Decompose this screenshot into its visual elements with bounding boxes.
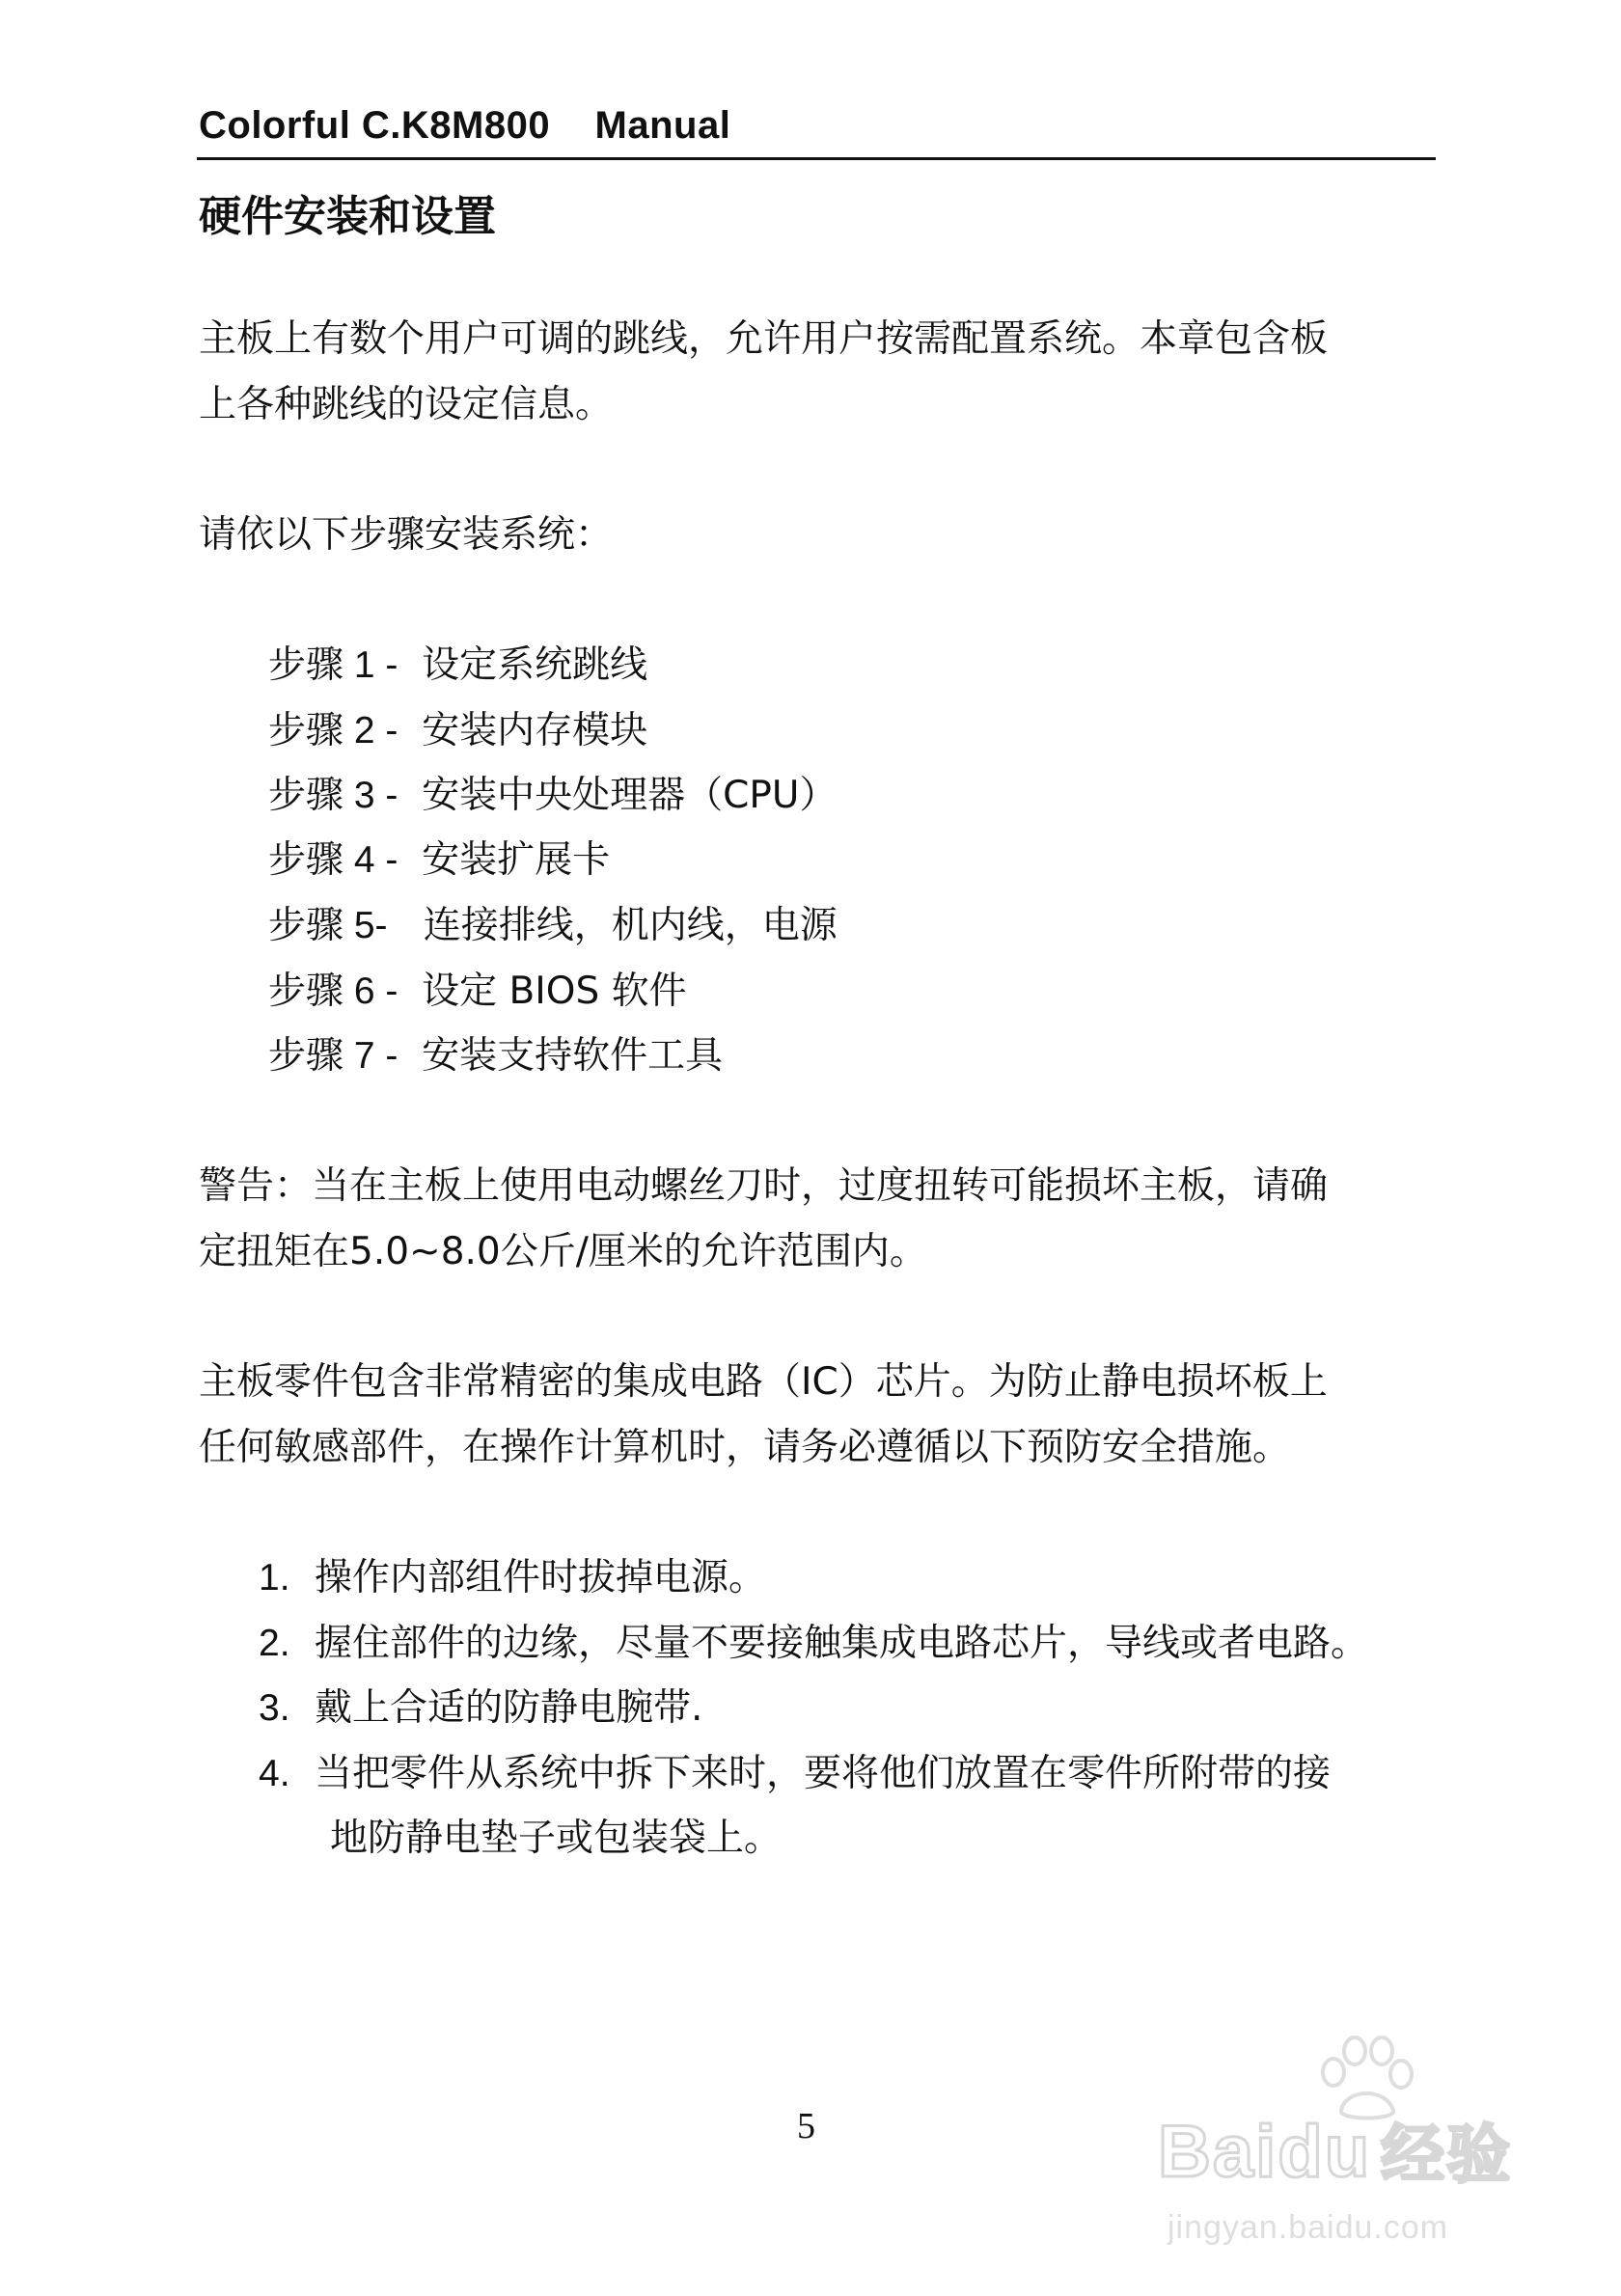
step-item xyxy=(268,633,647,698)
precaution-item-continuation: 地防静电垫子或包装袋上。 xyxy=(330,1817,783,1860)
precaution-number: 4. xyxy=(259,1753,290,1794)
precaution-number: 2. xyxy=(259,1623,290,1664)
step-item xyxy=(268,763,837,829)
step-label: 步骤 7 - xyxy=(268,1035,398,1077)
warning-line-2: 定扭矩在5.0~8.0公斤/厘米的允许范围内。 xyxy=(199,1230,927,1273)
step-text: 安装扩展卡 xyxy=(422,838,611,882)
precaution-text: 戴上合适的防静电腕带. xyxy=(315,1686,703,1730)
precaution-item xyxy=(259,1545,766,1611)
step-text: 连接排线，机内线，电源 xyxy=(411,904,838,947)
step-label: 步骤 2 - xyxy=(268,710,398,752)
precaution-text: 当把零件从系统中拆下来时，要将他们放置在零件所附带的接 xyxy=(315,1752,1332,1795)
precaution-intro-line-2: 任何敏感部件，在操作计算机时，请务必遵循以下预防安全措施。 xyxy=(199,1426,1291,1469)
intro-line-2: 上各种跳线的设定信息。 xyxy=(199,383,614,426)
watermark-brand xyxy=(1158,2103,1512,2195)
watermark-brand-bai: Bai xyxy=(1158,2111,1278,2193)
section-title: 硬件安装和设置 xyxy=(199,192,496,241)
step-item xyxy=(268,698,647,764)
precaution-item xyxy=(259,1676,702,1741)
precaution-item xyxy=(259,1611,1368,1677)
intro-line-1: 主板上有数个用户可调的跳线，允许用户按需配置系统。本章包含板 xyxy=(199,317,1329,361)
page-number: 5 xyxy=(797,2106,815,2146)
watermark-url: jingyan.baidu.com xyxy=(1168,2209,1449,2246)
step-item xyxy=(268,959,687,1025)
precaution-text: 握住部件的边缘，尽量不要接触集成电路芯片，导线或者电路。 xyxy=(315,1622,1369,1665)
baidu-jingyan-watermark xyxy=(1119,2036,1573,2267)
step-item xyxy=(268,1024,723,1089)
warning-line-1: 警告：当在主板上使用电动螺丝刀时，过度扭转可能损坏主板，请确 xyxy=(199,1164,1329,1208)
step-item xyxy=(268,828,610,893)
manual-header-title: Colorful C.K8M800 Manual xyxy=(199,104,731,147)
step-text: 设定 BIOS 软件 xyxy=(422,970,687,1013)
header-divider xyxy=(197,157,1436,160)
step-label: 步骤 4 - xyxy=(268,839,398,881)
step-label: 步骤 6 - xyxy=(268,970,398,1012)
precaution-number: 1. xyxy=(259,1557,290,1599)
precaution-item xyxy=(259,1741,1331,1807)
step-label: 步骤 3 - xyxy=(268,775,398,816)
step-label: 步骤 1 - xyxy=(268,644,398,686)
step-label: 步骤 5- xyxy=(268,905,388,946)
step-text: 安装支持软件工具 xyxy=(422,1034,724,1078)
step-text: 设定系统跳线 xyxy=(422,643,648,687)
step-text: 安装内存模块 xyxy=(422,709,648,752)
precaution-text: 操作内部组件时拔掉电源。 xyxy=(315,1556,767,1599)
precaution-intro-line-1: 主板零件包含非常精密的集成电路（IC）芯片。为防止静电损坏板上 xyxy=(199,1360,1328,1404)
steps-intro: 请依以下步骤安装系统： xyxy=(199,513,614,557)
step-item xyxy=(268,893,838,959)
precaution-number: 3. xyxy=(259,1687,290,1729)
watermark-brand-cn: 经验 xyxy=(1381,2118,1513,2192)
watermark-brand-du: du xyxy=(1278,2111,1372,2193)
step-text: 安装中央处理器（CPU） xyxy=(422,774,838,817)
